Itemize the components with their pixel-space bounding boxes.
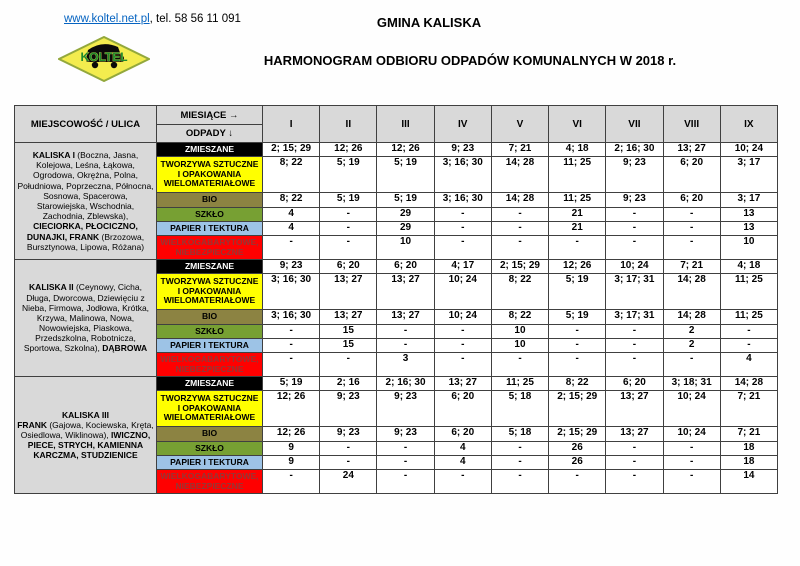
phone-text: , tel. 58 56 11 091 xyxy=(149,13,241,25)
schedule-date-cell: - xyxy=(434,353,491,377)
schedule-date-cell: 3; 17 xyxy=(720,193,777,208)
schedule-date-cell: - xyxy=(606,339,663,353)
schedule-date-cell: 10 xyxy=(377,236,434,260)
schedule-date-cell: - xyxy=(377,325,434,339)
schedule-date-cell: 3; 16; 30 xyxy=(263,310,320,325)
schedule-date-cell: 12; 26 xyxy=(320,143,377,157)
month-header: III xyxy=(377,106,434,143)
schedule-date-cell: - xyxy=(549,236,606,260)
schedule-date-cell: 4 xyxy=(434,442,491,456)
place-name: CIECIORKA, PŁOCICZNO, DUNAJKI, FRANK xyxy=(26,221,138,242)
schedule-date-cell: 10 xyxy=(491,325,548,339)
schedule-date-cell: 14; 28 xyxy=(720,377,777,391)
schedule-date-cell: - xyxy=(320,236,377,260)
schedule-date-cell: 2 xyxy=(663,325,720,339)
schedule-date-cell: 8; 22 xyxy=(263,157,320,193)
schedule-date-cell: 18 xyxy=(720,456,777,470)
schedule-date-cell: - xyxy=(606,208,663,222)
schedule-date-cell: - xyxy=(606,236,663,260)
month-header: IX xyxy=(720,106,777,143)
waste-type-label: ZMIESZANE xyxy=(157,143,263,157)
street-list: (Brzozowa, Bursztynowa, Lipowa, Różana) xyxy=(26,231,145,252)
schedule-date-cell: - xyxy=(549,339,606,353)
schedule-date-cell: 6; 20 xyxy=(434,391,491,427)
schedule-date-cell: 5; 19 xyxy=(377,157,434,193)
waste-type-label: BIO xyxy=(157,310,263,325)
schedule-date-cell: - xyxy=(377,470,434,494)
schedule-date-cell: 29 xyxy=(377,222,434,236)
waste-type-label: SZKŁO xyxy=(157,442,263,456)
schedule-date-cell: 13; 27 xyxy=(320,274,377,310)
location-cell xyxy=(15,143,157,260)
schedule-date-cell: - xyxy=(491,470,548,494)
waste-type-label: PAPIER I TEKTURA xyxy=(157,456,263,470)
schedule-date-cell: 3 xyxy=(377,353,434,377)
schedule-date-cell: 6; 20 xyxy=(320,260,377,274)
month-header: II xyxy=(320,106,377,143)
schedule-row xyxy=(15,377,778,391)
schedule-date-cell: 3; 16; 30 xyxy=(434,157,491,193)
place-name: KALISKA II xyxy=(29,282,76,293)
waste-type-label: SZKŁO xyxy=(157,325,263,339)
schedule-date-cell: 2; 16; 30 xyxy=(377,377,434,391)
schedule-date-cell: - xyxy=(606,456,663,470)
schedule-date-cell: - xyxy=(263,325,320,339)
schedule-date-cell: 14; 28 xyxy=(491,157,548,193)
schedule-date-cell: 3; 16; 30 xyxy=(263,274,320,310)
schedule-date-cell: - xyxy=(606,222,663,236)
schedule-date-cell: - xyxy=(663,456,720,470)
schedule-date-cell: - xyxy=(377,339,434,353)
schedule-date-cell: 4; 17 xyxy=(434,260,491,274)
schedule-date-cell: 9; 23 xyxy=(606,157,663,193)
schedule-date-cell: 7; 21 xyxy=(720,391,777,427)
schedule-date-cell: - xyxy=(263,236,320,260)
schedule-date-cell: 8; 22 xyxy=(549,377,606,391)
municipality-title: GMINA KALISKA xyxy=(376,15,482,30)
schedule-date-cell: 9; 23 xyxy=(377,427,434,442)
month-header: V xyxy=(491,106,548,143)
schedule-date-cell: 5; 19 xyxy=(320,193,377,208)
schedule-date-cell: 12; 26 xyxy=(263,391,320,427)
schedule-date-cell: 14; 28 xyxy=(663,310,720,325)
schedule-date-cell: - xyxy=(720,339,777,353)
schedule-date-cell: 26 xyxy=(549,456,606,470)
waste-type-label: TWORZYWA SZTUCZNE I OPAKOWANIA WIELOMATERIAŁOWE xyxy=(157,157,263,193)
schedule-date-cell: 14 xyxy=(720,470,777,494)
schedule-date-cell: 5; 18 xyxy=(491,391,548,427)
schedule-date-cell: - xyxy=(263,339,320,353)
schedule-date-cell: 4 xyxy=(263,208,320,222)
schedule-date-cell: - xyxy=(549,353,606,377)
location-cell xyxy=(15,377,157,494)
schedule-date-cell: 12; 26 xyxy=(377,143,434,157)
street-list: (Gajowa, Kociewska, Kręta, Osiedlowa, Wiklinowa), xyxy=(20,419,154,440)
schedule-date-cell: - xyxy=(491,353,548,377)
schedule-date-cell: 15 xyxy=(320,339,377,353)
schedule-date-cell: 9; 23 xyxy=(377,391,434,427)
schedule-date-cell: - xyxy=(663,236,720,260)
schedule-date-cell: 3; 17; 31 xyxy=(606,310,663,325)
schedule-date-cell: - xyxy=(720,325,777,339)
waste-type-label: TWORZYWA SZTUCZNE I OPAKOWANIA WIELOMATERIAŁOWE xyxy=(157,274,263,310)
schedule-date-cell: - xyxy=(549,325,606,339)
schedule-date-cell: 10; 24 xyxy=(434,310,491,325)
street-list: (Boczna, Jasna, Kolejowa, Leśna, Łąkowa, Ogrodowa, Okrężna, Polna, Południowa, Poprzeczna, Północna, Sosnowa, Spacerowa, Starowiejska, Wschodnia, Zachodnia, Zblewska), xyxy=(17,150,154,222)
schedule-date-cell: 13; 27 xyxy=(434,377,491,391)
waste-type-label: ZMIESZANE xyxy=(157,377,263,391)
schedule-date-cell: 10; 24 xyxy=(606,260,663,274)
schedule-date-cell: 6; 20 xyxy=(606,377,663,391)
schedule-date-cell: 13; 27 xyxy=(377,310,434,325)
schedule-date-cell: 9 xyxy=(263,456,320,470)
schedule-date-cell: 2; 15; 29 xyxy=(549,427,606,442)
schedule-date-cell: 10; 24 xyxy=(663,427,720,442)
place-name: FRANK xyxy=(17,419,50,430)
place-name: DĄBROWA xyxy=(102,343,148,354)
schedule-date-cell: 9 xyxy=(263,442,320,456)
schedule-date-cell: 3; 17; 31 xyxy=(606,274,663,310)
schedule-date-cell: - xyxy=(434,339,491,353)
month-header: VII xyxy=(606,106,663,143)
schedule-date-cell: 3; 17 xyxy=(720,157,777,193)
schedule-date-cell: 26 xyxy=(549,442,606,456)
schedule-date-cell: 2 xyxy=(663,339,720,353)
document-title: HARMONOGRAM ODBIORU ODPADÓW KOMUNALNYCH W 2018 r. xyxy=(263,53,677,68)
waste-type-label: SZKŁO xyxy=(157,208,263,222)
schedule-date-cell: 9; 23 xyxy=(263,260,320,274)
schedule-date-cell: - xyxy=(434,325,491,339)
month-header: VI xyxy=(549,106,606,143)
schedule-date-cell: 13; 27 xyxy=(606,391,663,427)
schedule-date-cell: 5; 18 xyxy=(491,427,548,442)
schedule-date-cell: 6; 20 xyxy=(434,427,491,442)
location-column-header: MIEJSCOWOŚĆ / ULICA xyxy=(15,106,157,143)
schedule-date-cell: 5; 19 xyxy=(377,193,434,208)
waste-type-label: PAPIER I TEKTURA xyxy=(157,339,263,353)
schedule-date-cell: 6; 20 xyxy=(663,157,720,193)
schedule-date-cell: 14; 28 xyxy=(491,193,548,208)
schedule-date-cell: 8; 22 xyxy=(491,310,548,325)
month-header: I xyxy=(263,106,320,143)
schedule-date-cell: 2; 15; 29 xyxy=(549,391,606,427)
waste-type-label: BIO xyxy=(157,427,263,442)
schedule-date-cell: 10 xyxy=(720,236,777,260)
place-name: KALISKA III xyxy=(62,409,109,420)
schedule-date-cell: 14; 28 xyxy=(663,274,720,310)
schedule-date-cell: - xyxy=(606,353,663,377)
waste-type-label: WIELKOGABARYTOWE, NIEBEZPIECZNE xyxy=(157,236,263,260)
schedule-date-cell: 2; 15; 29 xyxy=(491,260,548,274)
schedule-date-cell: 15 xyxy=(320,325,377,339)
schedule-date-cell: 11; 25 xyxy=(549,157,606,193)
schedule-date-cell: - xyxy=(377,442,434,456)
waste-axis-header: ODPADY ↓ xyxy=(157,125,263,143)
schedule-date-cell: 12; 26 xyxy=(549,260,606,274)
month-header: VIII xyxy=(663,106,720,143)
schedule-date-cell: 18 xyxy=(720,442,777,456)
schedule-date-cell: - xyxy=(320,456,377,470)
schedule-date-cell: 2; 15; 29 xyxy=(263,143,320,157)
street-list: (Ceynowy, Cicha, Długa, Dworcowa, Dziewięciu z Nieba, Firmowa, Jodłowa, Krótka, Krzywa, Malinowa, Nowa, Nowowiejska, Piaskowa, Przedszkolna, Robotnicza, Sportowa, Szkolna), xyxy=(21,282,150,354)
schedule-date-cell: - xyxy=(491,456,548,470)
waste-type-label: PAPIER I TEKTURA xyxy=(157,222,263,236)
schedule-date-cell: 29 xyxy=(377,208,434,222)
koltel-logo xyxy=(58,36,150,82)
schedule-date-cell: 3; 16; 30 xyxy=(434,193,491,208)
schedule-date-cell: 10; 24 xyxy=(663,391,720,427)
schedule-date-cell: 4 xyxy=(720,353,777,377)
schedule-date-cell: 5; 19 xyxy=(549,274,606,310)
schedule-date-cell: - xyxy=(434,208,491,222)
logo-text: KOLTEL xyxy=(80,50,128,64)
schedule-date-cell: 6; 20 xyxy=(663,193,720,208)
schedule-date-cell: - xyxy=(377,456,434,470)
schedule-date-cell: 9; 23 xyxy=(320,391,377,427)
schedule-row xyxy=(15,260,778,274)
waste-type-label: TWORZYWA SZTUCZNE I OPAKOWANIA WIELOMATERIAŁOWE xyxy=(157,391,263,427)
schedule-date-cell: - xyxy=(263,470,320,494)
place-name: KALISKA I xyxy=(32,150,78,161)
website-link[interactable]: www.koltel.net.pl xyxy=(64,13,150,25)
schedule-date-cell: - xyxy=(663,442,720,456)
schedule-date-cell: - xyxy=(320,222,377,236)
schedule-date-cell: 13; 27 xyxy=(320,310,377,325)
schedule-date-cell: 7; 21 xyxy=(663,260,720,274)
schedule-date-cell: 7; 21 xyxy=(491,143,548,157)
schedule-date-cell: - xyxy=(434,236,491,260)
schedule-date-cell: 2; 16; 30 xyxy=(606,143,663,157)
schedule-date-cell: 4 xyxy=(434,456,491,470)
schedule-table xyxy=(14,105,778,494)
schedule-date-cell: 10; 24 xyxy=(720,143,777,157)
waste-type-label: BIO xyxy=(157,193,263,208)
schedule-date-cell: 11; 25 xyxy=(720,274,777,310)
schedule-date-cell: - xyxy=(491,442,548,456)
schedule-date-cell: 10 xyxy=(491,339,548,353)
schedule-date-cell: 21 xyxy=(549,208,606,222)
months-axis-header: MIESIĄCE → xyxy=(157,106,263,125)
schedule-date-cell: 5; 19 xyxy=(549,310,606,325)
schedule-date-cell: 2; 16 xyxy=(320,377,377,391)
schedule-date-cell: - xyxy=(434,222,491,236)
schedule-date-cell: - xyxy=(663,208,720,222)
schedule-date-cell: - xyxy=(320,442,377,456)
schedule-date-cell: - xyxy=(263,353,320,377)
schedule-date-cell: - xyxy=(549,470,606,494)
schedule-date-cell: 10; 24 xyxy=(434,274,491,310)
schedule-date-cell: - xyxy=(663,470,720,494)
schedule-date-cell: 13 xyxy=(720,208,777,222)
schedule-date-cell: 11; 25 xyxy=(491,377,548,391)
schedule-date-cell: - xyxy=(491,222,548,236)
schedule-date-cell: 13; 27 xyxy=(606,427,663,442)
schedule-date-cell: 7; 21 xyxy=(720,427,777,442)
schedule-date-cell: 4 xyxy=(263,222,320,236)
contact-line xyxy=(64,13,241,25)
waste-type-label: WIELKOGABARYTOWE, NIEBEZPIECZNE xyxy=(157,353,263,377)
schedule-date-cell: 21 xyxy=(549,222,606,236)
schedule-date-cell: - xyxy=(491,236,548,260)
schedule-date-cell: 13 xyxy=(720,222,777,236)
schedule-date-cell: 9; 23 xyxy=(320,427,377,442)
waste-type-label: WIELKOGABARYTOWE, NIEBEZPIECZNE xyxy=(157,470,263,494)
location-cell xyxy=(15,260,157,377)
schedule-date-cell: - xyxy=(663,353,720,377)
schedule-date-cell: 8; 22 xyxy=(263,193,320,208)
schedule-date-cell: 24 xyxy=(320,470,377,494)
schedule-date-cell: - xyxy=(606,470,663,494)
schedule-date-cell: - xyxy=(320,208,377,222)
schedule-date-cell: 5; 19 xyxy=(263,377,320,391)
schedule-date-cell: 4; 18 xyxy=(720,260,777,274)
schedule-date-cell: 11; 25 xyxy=(720,310,777,325)
schedule-date-cell: - xyxy=(606,442,663,456)
schedule-date-cell: 3; 18; 31 xyxy=(663,377,720,391)
schedule-date-cell: - xyxy=(320,353,377,377)
schedule-date-cell: - xyxy=(491,208,548,222)
schedule-date-cell: 9; 23 xyxy=(434,143,491,157)
schedule-date-cell: 13; 27 xyxy=(663,143,720,157)
table-header-row xyxy=(15,106,778,125)
schedule-date-cell: - xyxy=(606,325,663,339)
place-name: IWICZNO, PIECE, STRYCH, KAMIENNA KARCZMA, STUDZIENICE xyxy=(27,429,151,461)
schedule-date-cell: 8; 22 xyxy=(491,274,548,310)
schedule-date-cell: 13; 27 xyxy=(377,274,434,310)
schedule-date-cell: 12; 26 xyxy=(263,427,320,442)
schedule-date-cell: 4; 18 xyxy=(549,143,606,157)
schedule-date-cell: - xyxy=(663,222,720,236)
schedule-date-cell: 6; 20 xyxy=(377,260,434,274)
waste-type-label: ZMIESZANE xyxy=(157,260,263,274)
schedule-date-cell: - xyxy=(434,470,491,494)
schedule-date-cell: 11; 25 xyxy=(549,193,606,208)
month-header: IV xyxy=(434,106,491,143)
schedule-date-cell: 9; 23 xyxy=(606,193,663,208)
schedule-row xyxy=(15,143,778,157)
schedule-date-cell: 5; 19 xyxy=(320,157,377,193)
